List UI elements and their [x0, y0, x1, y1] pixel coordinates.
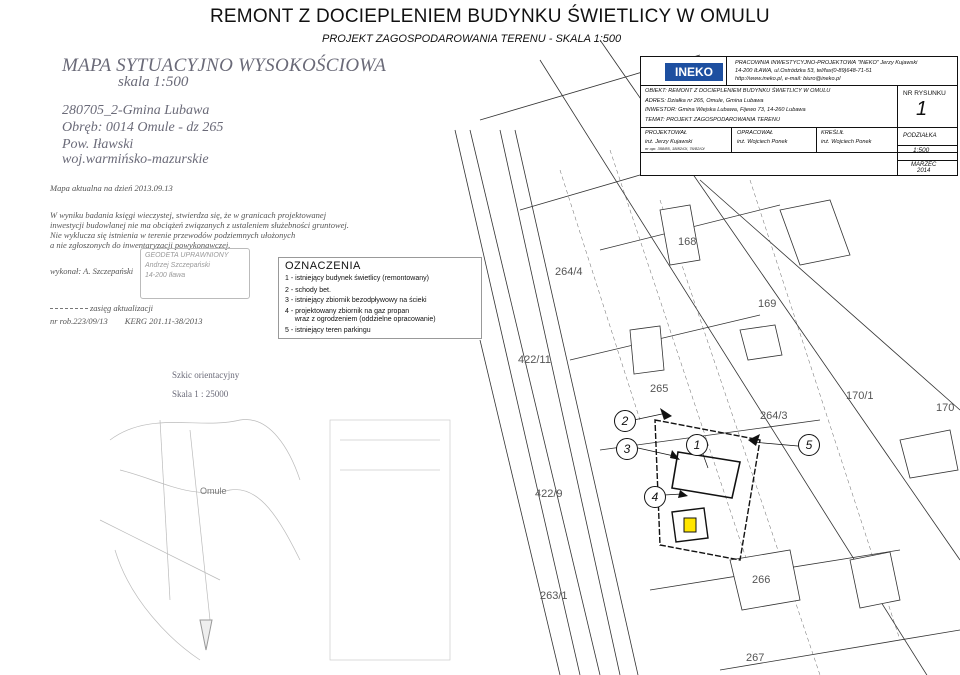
stamp-line: Andrzej Szczepański	[145, 262, 210, 269]
disclaimer-line: W wyniku badania księgi wieczystej, stwierdza się, że w granicach projektowanej	[50, 210, 327, 220]
legend-item: 3 - istniejący zbiornik bezodpływowy na ścieki	[285, 297, 427, 304]
location-line: Pow. Iławski	[62, 137, 134, 152]
sketch-title: Szkic orientacyjny	[172, 370, 240, 380]
marker-2: 2	[614, 410, 636, 432]
marker-1: 1	[686, 434, 708, 456]
marker-4: 4	[644, 486, 666, 508]
parcel-label: 265	[650, 383, 669, 395]
date-year: 2014	[917, 168, 931, 174]
investor-line: INWESTOR: Gmina Wiejska Lubawa, Fijewo 73, 14-260 Lubawa	[645, 107, 806, 113]
parcel-label: 264/3	[760, 410, 788, 422]
legend-item: 5 - istniejący teren parkingu	[285, 327, 371, 334]
update-note: zasięg aktualizacji	[90, 303, 154, 313]
parcel-label: 170	[936, 402, 955, 414]
ineko-logo: INEKO	[665, 63, 723, 81]
location-line: woj.warmińsko-mazurskie	[62, 152, 209, 167]
map-scale: skala 1:500	[118, 74, 189, 90]
page-title: REMONT Z DOCIEPLENIEM BUDYNKU ŚWIETLICY W OMULU	[210, 6, 770, 27]
sketch-scale: Skala 1 : 25000	[172, 389, 229, 399]
gas-tank	[684, 518, 696, 532]
location-line: 280705_2-Gmina Lubawa	[62, 103, 210, 118]
disclaimer-line: Nie wyklucza się istnienia w terenie przewodów podziemnych ułożonych	[50, 230, 296, 240]
stamp-line: 14-200 Iława	[145, 272, 186, 279]
author: wykonał: A. Szczepański	[50, 266, 134, 276]
address-line: ADRES: Działka nr 265, Omule, Gmina Lubawa	[645, 98, 764, 104]
disclaimer-line: a nie zgłoszonych do inwentaryzacji powykonawczej.	[50, 240, 231, 250]
nr-label: NR RYSUNKU	[903, 90, 946, 97]
parcel-label: 170/1	[846, 390, 874, 402]
parcel-label: 169	[758, 298, 777, 310]
prepared-name: inż. Wojciech Ponek	[737, 139, 788, 145]
disclaimer-line: inwestycji budowlanej nie ma obciążeń związanych z ustaleniem służebności gruntowej.	[50, 220, 349, 230]
scale-label: PODZIAŁKA	[903, 133, 937, 139]
drawn-name: inż. Wojciech Ponek	[821, 139, 872, 145]
legend-item: 2 - schody bet.	[285, 287, 331, 294]
subject-line: TEMAT: PROJEKT ZAGOSPODAROWANIA TERENU	[645, 117, 780, 123]
object-line: OBIEKT: REMONT Z DOCIEPLENIEM BUDYNKU ŚWIETLICY W OMULU	[645, 88, 831, 94]
parcel-label: 266	[752, 574, 771, 586]
drawing-number: 1	[916, 98, 928, 120]
parcel-label: 422/11	[518, 354, 551, 366]
title-block	[640, 56, 958, 176]
drawn-label: KREŚLIŁ	[821, 130, 845, 136]
designer-name: inż. Jerzy Kujawski	[645, 139, 693, 145]
parcel-label: 264/4	[555, 266, 583, 278]
marker-3: 3	[616, 438, 638, 460]
orientation-sketch-lines	[100, 420, 450, 660]
legend-item: 4 - projektowany zbiornik na gaz propan wraz z ogrodzeniem (oddzielne opracowanie)	[285, 308, 436, 323]
stamp-line: GEODETA UPRAWNIONY	[145, 252, 229, 259]
designer-permit: nr upr. 358/85, 18/82/Ol, 76/82/Ol	[645, 146, 705, 151]
designer-label: PROJEKTOWAŁ	[645, 130, 688, 136]
date-month: MARZEC	[911, 162, 937, 168]
scale-value: 1:500	[913, 147, 930, 154]
parcel-label: 422/9	[535, 488, 563, 500]
parcel-label: 263/1	[540, 590, 568, 602]
map-title: MAPA SYTUACYJNO WYSOKOŚCIOWA	[62, 55, 387, 76]
prepared-label: OPRACOWAŁ	[737, 130, 774, 136]
update-date: Mapa aktualna na dzień 2013.09.13	[50, 183, 173, 193]
registry-number: nr rob.223/09/13 KERG 201.11-38/2013	[50, 316, 203, 326]
legend-item: 1 - istniejący budynek świetlicy (remontowany)	[285, 275, 429, 282]
location-line: Obręb: 0014 Omule - dz 265	[62, 120, 224, 135]
company-line: PRACOWNIA INWESTYCYJNO-PROJEKTOWA "INEKO" Jerzy Kujawski	[735, 60, 918, 66]
north-arrow	[200, 620, 212, 650]
page-subtitle: PROJEKT ZAGOSPODAROWANIA TERENU - SKALA 1:500	[322, 33, 622, 45]
parcel-label: 168	[678, 236, 697, 248]
marker-5: 5	[798, 434, 820, 456]
utility-lines	[560, 150, 900, 675]
company-line: 14-200 IŁAWA, ul.Ostródzka 53, tel/fax(0-89)648-71-51	[735, 68, 872, 74]
sketch-place: Omule	[200, 486, 227, 496]
legend-title: OZNACZENIA	[285, 260, 361, 272]
building-1-outline	[672, 452, 740, 498]
legend-box	[278, 257, 482, 339]
company-line: http://www.ineko.pl, e-mail: biuro@ineko.pl	[735, 76, 841, 82]
parcel-label: 267	[746, 652, 765, 664]
